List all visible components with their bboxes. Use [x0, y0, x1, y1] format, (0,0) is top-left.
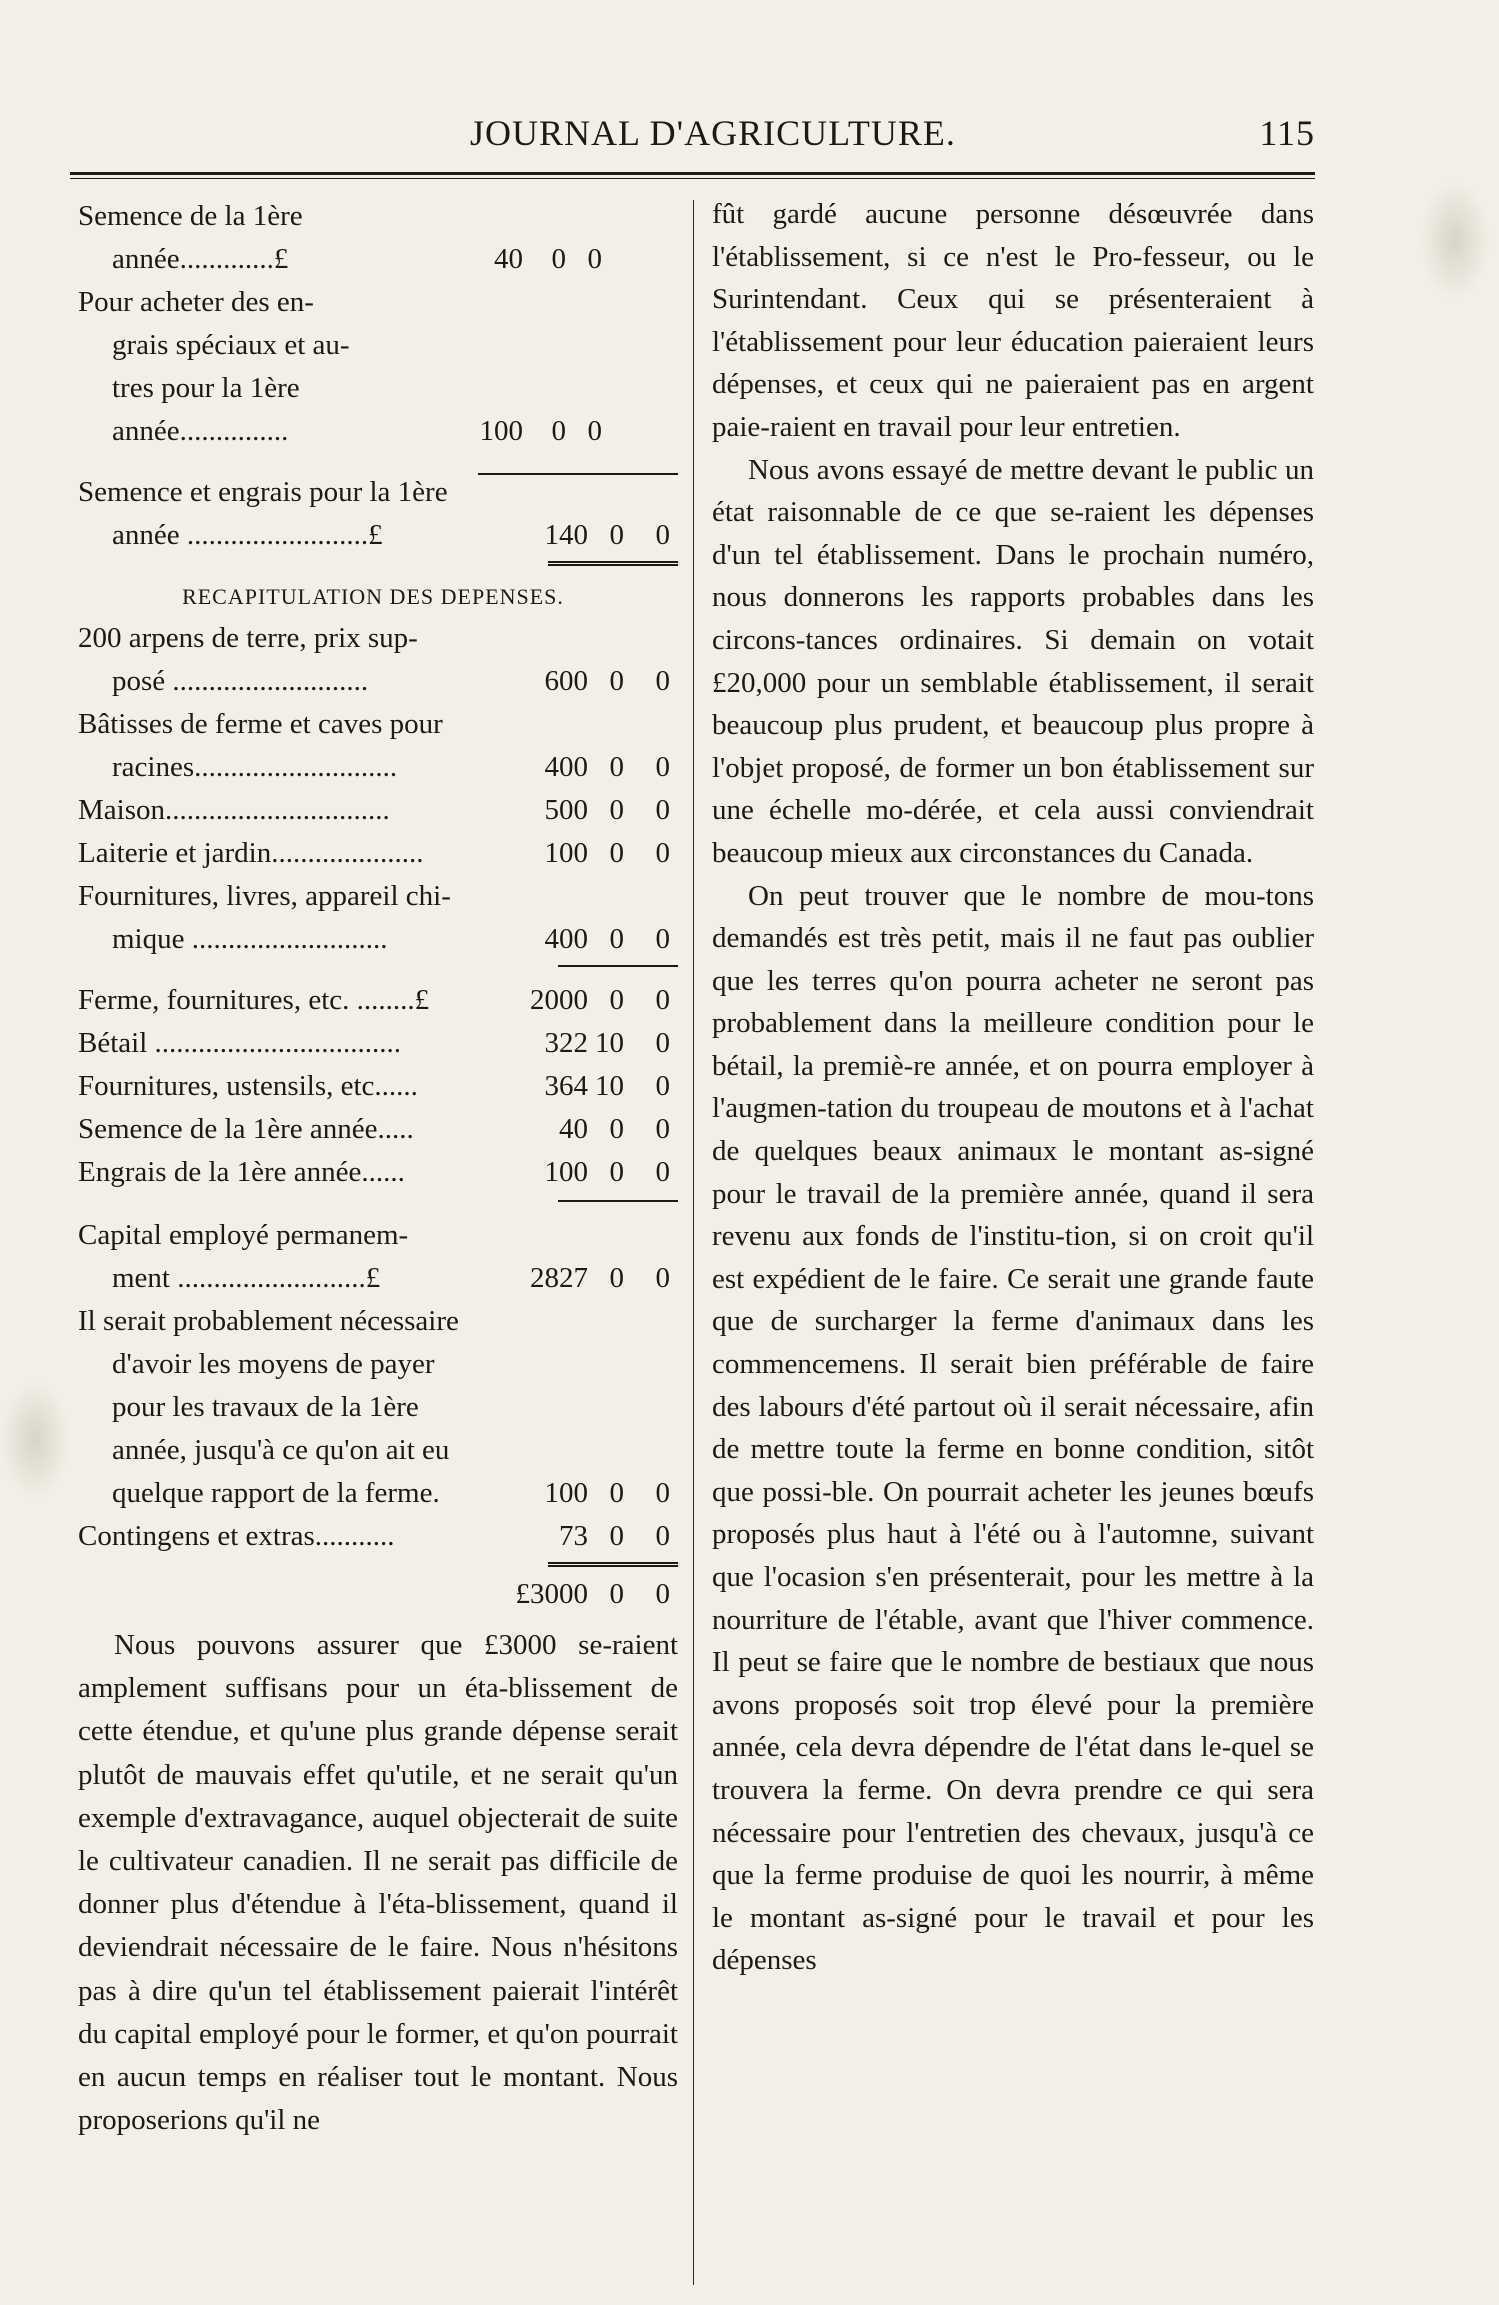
ledger-pence: 0	[655, 1070, 670, 1102]
ledger-shillings: 0	[609, 1262, 624, 1294]
ledger-label: pour les travaux de la 1ère	[112, 1391, 419, 1423]
ledger-shillings: 0	[609, 519, 624, 551]
paper-stain	[0, 1380, 70, 1500]
ledger-label: Bâtisses de ferme et caves pour	[78, 708, 443, 740]
ledger-shillings: 0	[609, 923, 624, 955]
paper-stain	[1420, 180, 1490, 300]
ledger-pence: 0	[655, 984, 670, 1016]
right-column	[712, 193, 1314, 1982]
ledger-pounds: 40	[559, 1113, 588, 1145]
journal-title: JOURNAL D'AGRICULTURE.	[470, 113, 956, 153]
ledger-row	[78, 789, 678, 832]
ledger-row	[78, 238, 678, 281]
ledger-shillings: 0	[609, 837, 624, 869]
ledger-pence: 0	[655, 1156, 670, 1188]
ledger-row	[78, 1065, 678, 1108]
ledger-row	[78, 875, 678, 918]
ledger-row	[78, 1472, 678, 1515]
right-paragraph-1: fût gardé aucune personne désœuvrée dans l'établissement, si ce n'est le Pro-fesseur, ou le Surintendant. Ceux qui se présenteraient à l'établissement pour leur éducation paieraient leurs dépenses, et ceux qui ne paieraient pas en argent paie-raient en travail pour leur entretien.	[712, 198, 1314, 443]
ledger-pence: 0	[587, 243, 602, 275]
ledger-row	[78, 281, 678, 324]
grand-total-shillings: 0	[609, 1578, 624, 1610]
ledger-row	[78, 410, 678, 453]
ledger-label: Maison...............................	[78, 794, 390, 826]
ledger-pounds: 100	[544, 1156, 588, 1188]
ledger-row	[78, 1022, 678, 1065]
ledger-pounds: 100	[544, 837, 588, 869]
ledger-label: 200 arpens de terre, prix sup-	[78, 622, 418, 654]
grand-total-row	[78, 1570, 678, 1618]
ledger-shillings: 0	[609, 751, 624, 783]
recap-table	[78, 617, 678, 961]
seed-total-table	[78, 471, 678, 557]
right-paragraph-2: Nous avons essayé de mettre devant le public un état raisonnable de ce que se-raient les dépenses d'un tel établissement. Dans le prochain numéro, nous donnerons les rapports probables dans les circons-tances ordinaires. Si demain on votait £20,000 pour un semblable établissement, il serait beaucoup plus prudent, et beaucoup plus propre à l'objet proposé, de former un bon établissement sur une échelle mo-dérée, et cela aussi conviendrait beaucoup mieux aux circonstances du Canada.	[712, 453, 1314, 869]
ledger-pence: 0	[655, 923, 670, 955]
ledger-row	[78, 746, 678, 789]
ledger-label: posé ...........................	[112, 665, 369, 697]
capital-table	[78, 1214, 678, 1558]
ledger-label: Capital employé permanem-	[78, 1219, 409, 1251]
ledger-label: ment ..........................£	[112, 1262, 381, 1294]
header-rule	[70, 172, 1315, 175]
ledger-pounds: 40	[494, 243, 523, 275]
ledger-shillings: 10	[595, 1027, 624, 1059]
ledger-row	[78, 660, 678, 703]
ledger-pence: 0	[655, 519, 670, 551]
grand-total-pounds: £3000	[515, 1578, 588, 1610]
ledger-label: Engrais de la 1ère année......	[78, 1156, 405, 1188]
ledger-shillings: 10	[595, 1070, 624, 1102]
ledger-pounds: 2827	[530, 1262, 588, 1294]
ledger-row	[78, 1214, 678, 1257]
ledger-row	[78, 1300, 678, 1343]
ledger-label: année...............	[112, 415, 289, 447]
ledger-pence: 0	[655, 1027, 670, 1059]
ledger-row	[78, 832, 678, 875]
subtotal-rule	[78, 453, 678, 467]
ledger-pounds: 322	[544, 1027, 588, 1059]
ledger-label: année, jusqu'à ce qu'on ait eu	[112, 1434, 450, 1466]
ledger-shillings: 0	[551, 243, 566, 275]
ledger-label: d'avoir les moyens de payer	[112, 1348, 435, 1380]
ledger-label: Pour acheter des en-	[78, 286, 314, 318]
ledger-label: mique ...........................	[112, 923, 388, 955]
ledger-pounds: 100	[479, 415, 523, 447]
ledger-label: Bétail ..................................	[78, 1027, 402, 1059]
right-paragraph-3: On peut trouver que le nombre de mou-tons demandés est très petit, mais il ne faut pas oublier que les terres qu'on pourra acheter ne seront pas probablement dans la meilleure condition pour le bétail, la premiè-re année, et on pourra employer à l'augmen-tation du troupeau de moutons et à l'achat de quelques beaux animaux le montant as-signé pour le travail de la première année, quand il sera revenu aux fonds de l'institu-tion, si on croit qu'il est expédient de le faire. Ce serait une grande faute que de surcharger la ferme d'animaux dans les commencemens. Il serait bien préférable de faire des labours d'été partout où il serait nécessaire, afin de mettre toute la ferme en bonne condition, sitôt que possi-ble. On pourrait acheter les jeunes bœufs proposés plus haut à l'été ou à l'automne, suivant que l'ocasion s'en présenterait, pour les mettre à la nourriture de l'étable, avant que l'hiver commence. Il peut se faire que le nombre de bestiaux que nous avons proposés soit trop élevé pour la première année, cela devra dépendre de l'état dans le-quel se trouvera la ferme. On devra prendre ce qui sera nécessaire pour l'entretien des chevaux, jusqu'à ce que la ferme produise de quoi les nourrir, à même le montant as-signé pour le travail et pour les dépenses	[712, 879, 1314, 1977]
ledger-shillings: 0	[609, 1156, 624, 1188]
ledger-label: Semence de la 1ère	[78, 200, 303, 232]
total-double-rule	[78, 557, 678, 577]
ledger-row	[78, 1257, 678, 1300]
ledger-row	[78, 1108, 678, 1151]
page-number: 115	[1259, 113, 1315, 153]
ledger-label: année.............£	[112, 243, 289, 275]
ledger-label: tres pour la 1ère	[112, 372, 300, 404]
ledger-label: Contingens et extras...........	[78, 1520, 395, 1552]
ledger-row	[78, 367, 678, 410]
ledger-label: Fournitures, ustensils, etc......	[78, 1070, 418, 1102]
grand-total-pence: 0	[655, 1578, 670, 1610]
ledger-pence: 0	[655, 1520, 670, 1552]
ledger-row	[78, 1429, 678, 1472]
recap-heading: RECAPITULATION DES DEPENSES.	[182, 584, 564, 609]
ledger-label: Laiterie et jardin.....................	[78, 837, 424, 869]
farm-table	[78, 979, 678, 1194]
ledger-row	[78, 1515, 678, 1558]
ledger-label: Ferme, fournitures, etc. ........£	[78, 984, 430, 1016]
ledger-shillings: 0	[609, 984, 624, 1016]
ledger-pounds: 364	[544, 1070, 588, 1102]
ledger-pence: 0	[655, 837, 670, 869]
ledger-label: Fournitures, livres, appareil chi-	[78, 880, 451, 912]
ledger-shillings: 0	[609, 1113, 624, 1145]
ledger-label: Semence et engrais pour la 1ère	[78, 476, 448, 508]
ledger-pounds: 500	[544, 794, 588, 826]
ledger-shillings: 0	[609, 1520, 624, 1552]
ledger-pence: 0	[587, 415, 602, 447]
ledger-label: année .........................£	[112, 519, 383, 551]
ledger-row	[78, 195, 678, 238]
ledger-pence: 0	[655, 794, 670, 826]
ledger-row	[78, 617, 678, 660]
ledger-pence: 0	[655, 1113, 670, 1145]
ledger-row	[78, 514, 678, 557]
ledger-label: grais spéciaux et au-	[112, 329, 350, 361]
ledger-shillings: 0	[551, 415, 566, 447]
ledger-pounds: 73	[559, 1520, 588, 1552]
ledger-row	[78, 324, 678, 367]
ledger-label: Semence de la 1ère année.....	[78, 1113, 414, 1145]
ledger-label: racines............................	[112, 751, 398, 783]
ledger-pence: 0	[655, 1262, 670, 1294]
subtotal-rule	[78, 1194, 678, 1210]
ledger-label: Il serait probablement nécessaire	[78, 1305, 459, 1337]
ledger-pence: 0	[655, 1477, 670, 1509]
ledger-pounds: 100	[544, 1477, 588, 1509]
header-rule-thin	[70, 178, 1315, 179]
ledger-row	[78, 979, 678, 1022]
ledger-row	[78, 471, 678, 514]
ledger-pence: 0	[655, 751, 670, 783]
ledger-row	[78, 703, 678, 746]
left-column	[78, 195, 678, 2142]
ledger-row	[78, 1343, 678, 1386]
ledger-shillings: 0	[609, 794, 624, 826]
total-double-rule	[78, 1558, 678, 1570]
column-divider	[693, 200, 694, 2285]
ledger-pounds: 140	[544, 519, 588, 551]
ledger-shillings: 0	[609, 665, 624, 697]
ledger-pounds: 2000	[530, 984, 588, 1016]
left-body-paragraph: Nous pouvons assurer que £3000 se-raient amplement suffisans pour un éta-blissement de cette étendue, et qu'une plus grande dépense serait plutôt de mauvais effet qu'utile, et ne serait qu'un exemple d'extravagance, auquel objecterait de suite le cultivateur canadien. Il ne serait pas difficile de donner plus d'étendue à l'éta-blissement, quand il deviendrait nécessaire de le faire. Nous n'hésitons pas à dire qu'un tel établissement paierait l'intérêt du capital employé pour le former, et qu'on pourrait en aucun temps en réaliser tout le montant. Nous proposerions qu'il ne	[78, 1629, 678, 2137]
ledger-pounds: 600	[544, 665, 588, 697]
ledger-pence: 0	[655, 665, 670, 697]
ledger-row	[78, 1386, 678, 1429]
ledger-pounds: 400	[544, 751, 588, 783]
ledger-label: quelque rapport de la ferme.	[112, 1477, 440, 1509]
ledger-shillings: 0	[609, 1477, 624, 1509]
ledger-pounds: 400	[544, 923, 588, 955]
running-header	[70, 112, 1315, 158]
ledger-row	[78, 918, 678, 961]
ledger-row	[78, 1151, 678, 1194]
seed-expense-table	[78, 195, 678, 453]
subtotal-rule	[78, 961, 678, 975]
